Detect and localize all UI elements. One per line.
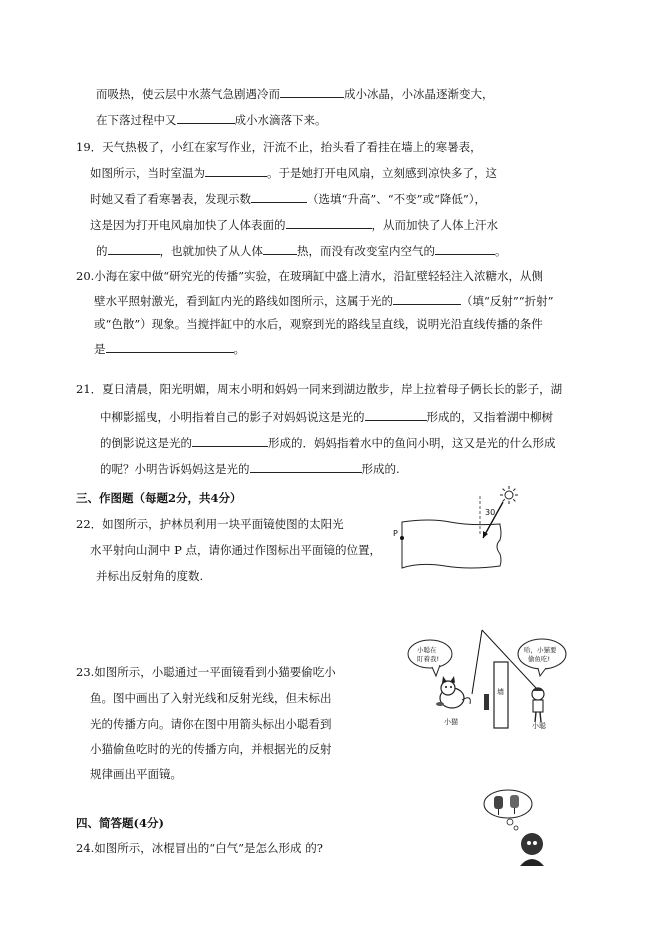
q23-line-3 (90, 716, 332, 732)
person-icon (520, 833, 544, 866)
text-segment: 并标出反射角的度数. (96, 569, 204, 583)
text-segment: 时她又看了看寒暑表，发现示数 (90, 192, 251, 206)
boy-label: 小聪 (532, 722, 546, 730)
text-segment: 三、作图题（每题2分，共4分） (76, 491, 242, 505)
answer-blank[interactable] (192, 434, 268, 447)
text-segment: 规律画出平面镜。 (90, 767, 182, 781)
q22-figure (390, 478, 530, 588)
continuation-line-2 (96, 111, 327, 128)
angle-label: 30 (485, 508, 496, 517)
q23-figure (400, 624, 570, 734)
cat-icon (436, 676, 489, 710)
text-segment: 成小水滴落下来。 (234, 113, 327, 127)
text-segment: ，也就加快了从人体 (159, 244, 263, 258)
cat-speech-bubble (408, 640, 452, 676)
text-segment: 是 (94, 342, 106, 356)
answer-blank[interactable] (435, 242, 495, 255)
answer-blank[interactable] (106, 340, 234, 353)
text-segment: （选填“升高”、“不变”或“降低”）， (307, 192, 487, 206)
bubble-text: 小聪在 (417, 646, 437, 654)
q19-line-1 (76, 139, 482, 155)
q19-line-2 (90, 164, 497, 181)
text-segment: 。 (495, 244, 507, 258)
bubble-text: 哈，小猫要 (524, 646, 557, 654)
text-segment: 19．天气热极了，小红在家写作业，汗流不止，抬头看了看挂在墙上的寒暑表， (76, 140, 482, 154)
q22-line-3 (96, 568, 203, 584)
sun-icon (500, 486, 518, 504)
bubble-text: 盯着我! (417, 655, 440, 663)
q21-line-2 (100, 408, 553, 425)
text-segment: 小猫偷鱼吃时的光的传播方向，并根据光的反射 (90, 742, 332, 756)
text-segment: 成小冰晶，小冰晶逐渐变大， (344, 87, 494, 101)
answer-blank[interactable] (263, 242, 297, 255)
text-segment: 壁水平照射激光，看到缸内光的路线如图所示，这属于光的 (94, 294, 393, 308)
cat-label: 小猫 (444, 718, 458, 726)
q19-line-4 (90, 216, 498, 233)
answer-blank[interactable] (205, 164, 267, 177)
popsicle-thought-bubble (484, 790, 532, 830)
text-segment: （填“反射”“折射” (461, 294, 554, 308)
boy-icon (532, 688, 544, 722)
text-segment: 21．夏日清晨，阳光明媚，周末小明和妈妈一同来到湖边散步，岸上拉着母子俩长长的影子，湖 (76, 382, 563, 396)
q23-line-1 (76, 664, 336, 680)
text-segment: 水平射向山洞中 P 点，请你通过作图标出平面镜的位置， (90, 543, 382, 557)
point-p (400, 536, 404, 540)
text-segment: 24.如图所示，冰棍冒出的“白气”是怎么形成 的? (76, 841, 323, 855)
q23-line-5 (90, 766, 182, 782)
section-3-title (76, 490, 242, 506)
q19-line-5 (96, 242, 507, 259)
q23-line-2 (90, 690, 332, 706)
q21-line-1 (76, 381, 562, 397)
text-segment: 四、简答题(4分) (76, 816, 164, 830)
text-segment: ，从而加快了人体上汗水 (371, 218, 498, 232)
text-segment: 鱼。图中画出了入射光线和反射光线，但未标出 (90, 691, 332, 705)
q22-line-1 (76, 516, 344, 532)
q19-line-3 (90, 190, 486, 207)
text-segment: 。 (233, 342, 245, 356)
answer-blank[interactable] (108, 242, 160, 255)
text-segment: 22．如图所示，护林员利用一块平面镜使图的太阳光 (76, 517, 344, 531)
answer-blank[interactable] (286, 216, 372, 229)
wall-label: 墙 (497, 688, 504, 696)
text-segment: 23.如图所示，小聪通过一平面镜看到小猫要偷吃小 (76, 665, 336, 679)
continuation-line-1 (96, 85, 494, 102)
text-segment: 而吸热，使云层中水蒸气急剧遇冷而 (96, 87, 280, 101)
text-segment: 形成的. (361, 462, 400, 476)
text-segment: 的呢？小明告诉妈妈这是光的 (100, 462, 250, 476)
q23-line-4 (90, 741, 332, 757)
answer-blank[interactable] (365, 408, 427, 421)
text-segment: 20.小海在家中做“研究光的传播”实验，在玻璃缸中盛上清水，沿缸壁轻轻注入浓糖水，从侧 (76, 269, 544, 283)
text-segment: 这是因为打开电风扇加快了人体表面的 (90, 218, 286, 232)
text-segment: 热，而没有改变室内空气的 (297, 244, 435, 258)
text-segment: 。于是她打开电风扇，立刻感到凉快多了，这 (267, 166, 497, 180)
q20-line-1 (76, 268, 543, 284)
text-segment: 光的传播方向。请你在图中用箭头标出小聪看到 (90, 717, 332, 731)
answer-blank[interactable] (177, 111, 235, 124)
q21-line-4 (100, 460, 400, 477)
answer-blank[interactable] (393, 292, 461, 305)
q24-line-1 (76, 840, 323, 856)
text-segment: 形成的，又指着湖中柳树 (426, 410, 553, 424)
text-segment: 或“色散”）现象。当搅拌缸中的水后，观察到光的路线呈直线，说明光沿直线传播的条件 (94, 317, 543, 331)
text-segment: 在下落过程中又 (96, 113, 177, 127)
q20-line-4 (94, 340, 245, 357)
q24-figure (476, 786, 556, 866)
answer-blank[interactable] (280, 85, 344, 98)
boy-speech-bubble (518, 639, 566, 676)
text-segment: 如图所示，当时室温为 (90, 166, 205, 180)
bubble-text: 偷鱼吃! (528, 655, 551, 663)
text-segment: 中柳影摇曳，小明指着自己的影子对妈妈说这是光的 (100, 410, 365, 424)
text-segment: 的倒影说这是光的 (100, 436, 192, 450)
text-segment: 形成的．妈妈指着水中的鱼问小明，这又是光的什么形成 (268, 436, 556, 450)
q20-line-2 (94, 292, 554, 309)
q22-line-2 (90, 542, 381, 558)
section-4-title (76, 815, 164, 831)
answer-blank[interactable] (251, 190, 307, 203)
text-segment: 的 (96, 244, 108, 258)
answer-blank[interactable] (250, 460, 362, 473)
q20-line-3 (94, 316, 543, 332)
point-label: P (393, 529, 398, 538)
q21-line-3 (100, 434, 556, 451)
